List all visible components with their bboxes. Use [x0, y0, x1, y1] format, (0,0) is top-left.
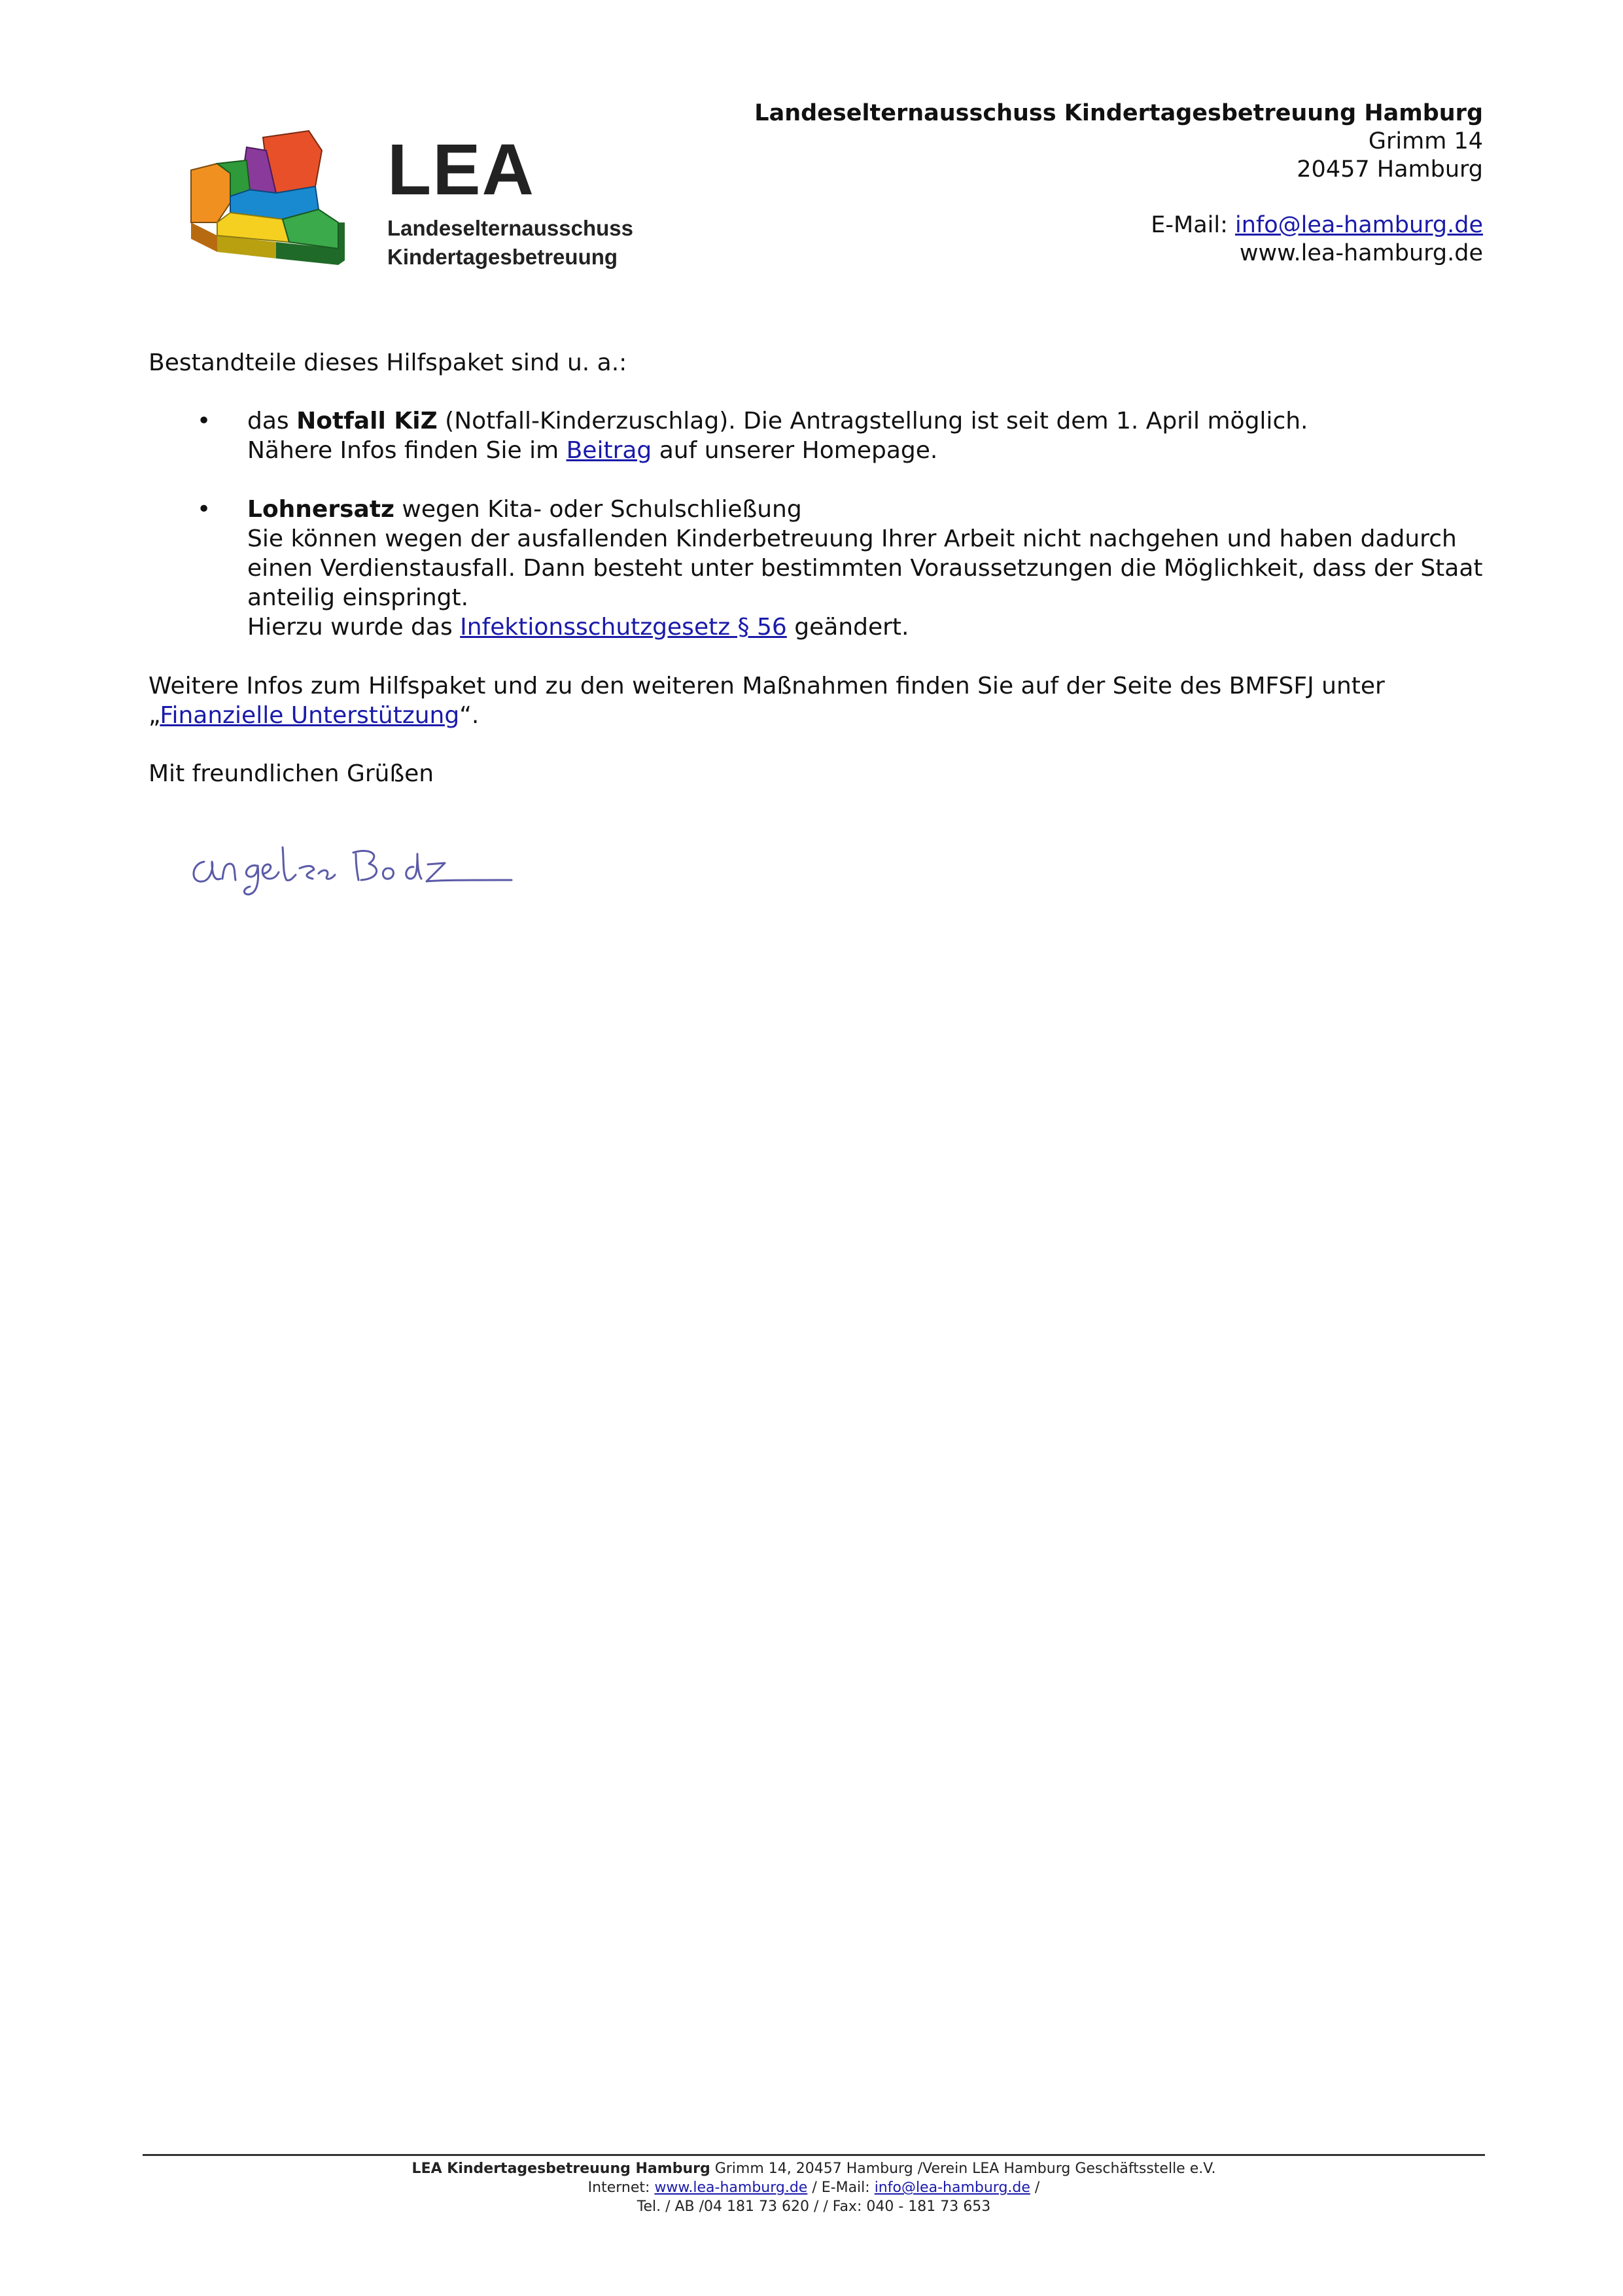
footer-line2-end: /	[1030, 2180, 1040, 2196]
more-quote-open: „	[148, 702, 160, 729]
item1-line2-pre: Nähere Infos finden Sie im	[247, 437, 567, 464]
bullet-icon: •	[197, 496, 211, 523]
footer-phone-fax: Tel. / AB /04 181 73 620 / / Fax: 040 - 181 73 653	[637, 2199, 991, 2215]
closing-text: Mit freundlichen Grüßen	[148, 760, 434, 787]
aid-list	[148, 406, 1483, 642]
item1-post: (Notfall-Kinderzuschlag). Die Antragstellung ist seit dem 1. April möglich.	[437, 408, 1308, 434]
letter-body	[148, 348, 1483, 788]
item2-text: Sie können wegen der ausfallenden Kinderbetreuung Ihrer Arbeit nicht nachgehen und haben dadurch einen Verdienstausfall. Dann besteht unter bestimmten Voraussetzungen die Möglichkeit, dass der Staat anteilig einspringt.	[247, 525, 1483, 611]
footer-address: Grimm 14, 20457 Hamburg /Verein LEA Hamburg Geschäftsstelle e.V.	[710, 2161, 1216, 2177]
sender-street: Grimm 14	[1368, 128, 1483, 154]
sender-address	[754, 99, 1483, 268]
sender-website: www.lea-hamburg.de	[1239, 240, 1483, 266]
footer-email-link[interactable]: info@lea-hamburg.de	[874, 2180, 1030, 2196]
footer-line2	[143, 2178, 1485, 2197]
item1-line2-post: auf unserer Homepage.	[652, 437, 938, 464]
logo-subtitle-line2: Kindertagesbetreuung	[387, 245, 618, 269]
lea-hamburg-map-logo	[178, 124, 374, 275]
sender-city: 20457 Hamburg	[1297, 156, 1483, 183]
infektionsschutzgesetz-link[interactable]: Infektionsschutzgesetz § 56	[460, 614, 787, 641]
bullet-icon: •	[197, 408, 211, 434]
footer-internet-label: Internet:	[587, 2180, 655, 2196]
page-footer	[143, 2159, 1485, 2216]
footer-email-label: / E-Mail:	[807, 2180, 875, 2196]
footer-website-link[interactable]: www.lea-hamburg.de	[654, 2180, 808, 2196]
sender-email-line	[754, 211, 1483, 239]
beitrag-link[interactable]: Beitrag	[566, 437, 652, 464]
intro-text: Bestandteile dieses Hilfspaket sind u. a.:	[148, 349, 627, 376]
logo-subtitle-line1: Landeselternausschuss	[387, 216, 633, 240]
list-item-lohnersatz	[148, 495, 1483, 642]
item1-pre: das	[247, 408, 297, 434]
more-quote-close: “.	[459, 702, 480, 729]
handwritten-signature	[184, 828, 525, 900]
sender-email-link[interactable]: info@lea-hamburg.de	[1235, 212, 1483, 238]
finanzielle-unterstuetzung-link[interactable]: Finanzielle Unterstützung	[160, 702, 460, 729]
logo-title: LEA	[387, 130, 535, 210]
item2-bold: Lohnersatz	[247, 496, 394, 523]
item1-bold: Notfall KiZ	[296, 408, 438, 434]
item2-line-post: geändert.	[786, 614, 909, 641]
more-pre: Weitere Infos zum Hilfspaket und zu den weiteren Maßnahmen finden Sie auf der Seite des BMFSFJ unter	[148, 673, 1385, 699]
logo-subtitle	[387, 214, 633, 272]
item2-post: wegen Kita- oder Schulschließung	[394, 496, 802, 523]
list-item-notfall-kiz	[148, 406, 1483, 465]
sender-name: Landeselternausschuss Kindertagesbetreuung Hamburg	[754, 100, 1483, 126]
footer-divider	[143, 2154, 1485, 2156]
footer-org-name: LEA Kindertagesbetreuung Hamburg	[411, 2161, 710, 2177]
item2-line-pre: Hierzu wurde das	[247, 614, 461, 641]
more-info-text	[148, 671, 1483, 730]
logo-region-orange	[191, 164, 234, 222]
footer-line1	[143, 2159, 1485, 2178]
email-label: E-Mail:	[1151, 212, 1236, 238]
